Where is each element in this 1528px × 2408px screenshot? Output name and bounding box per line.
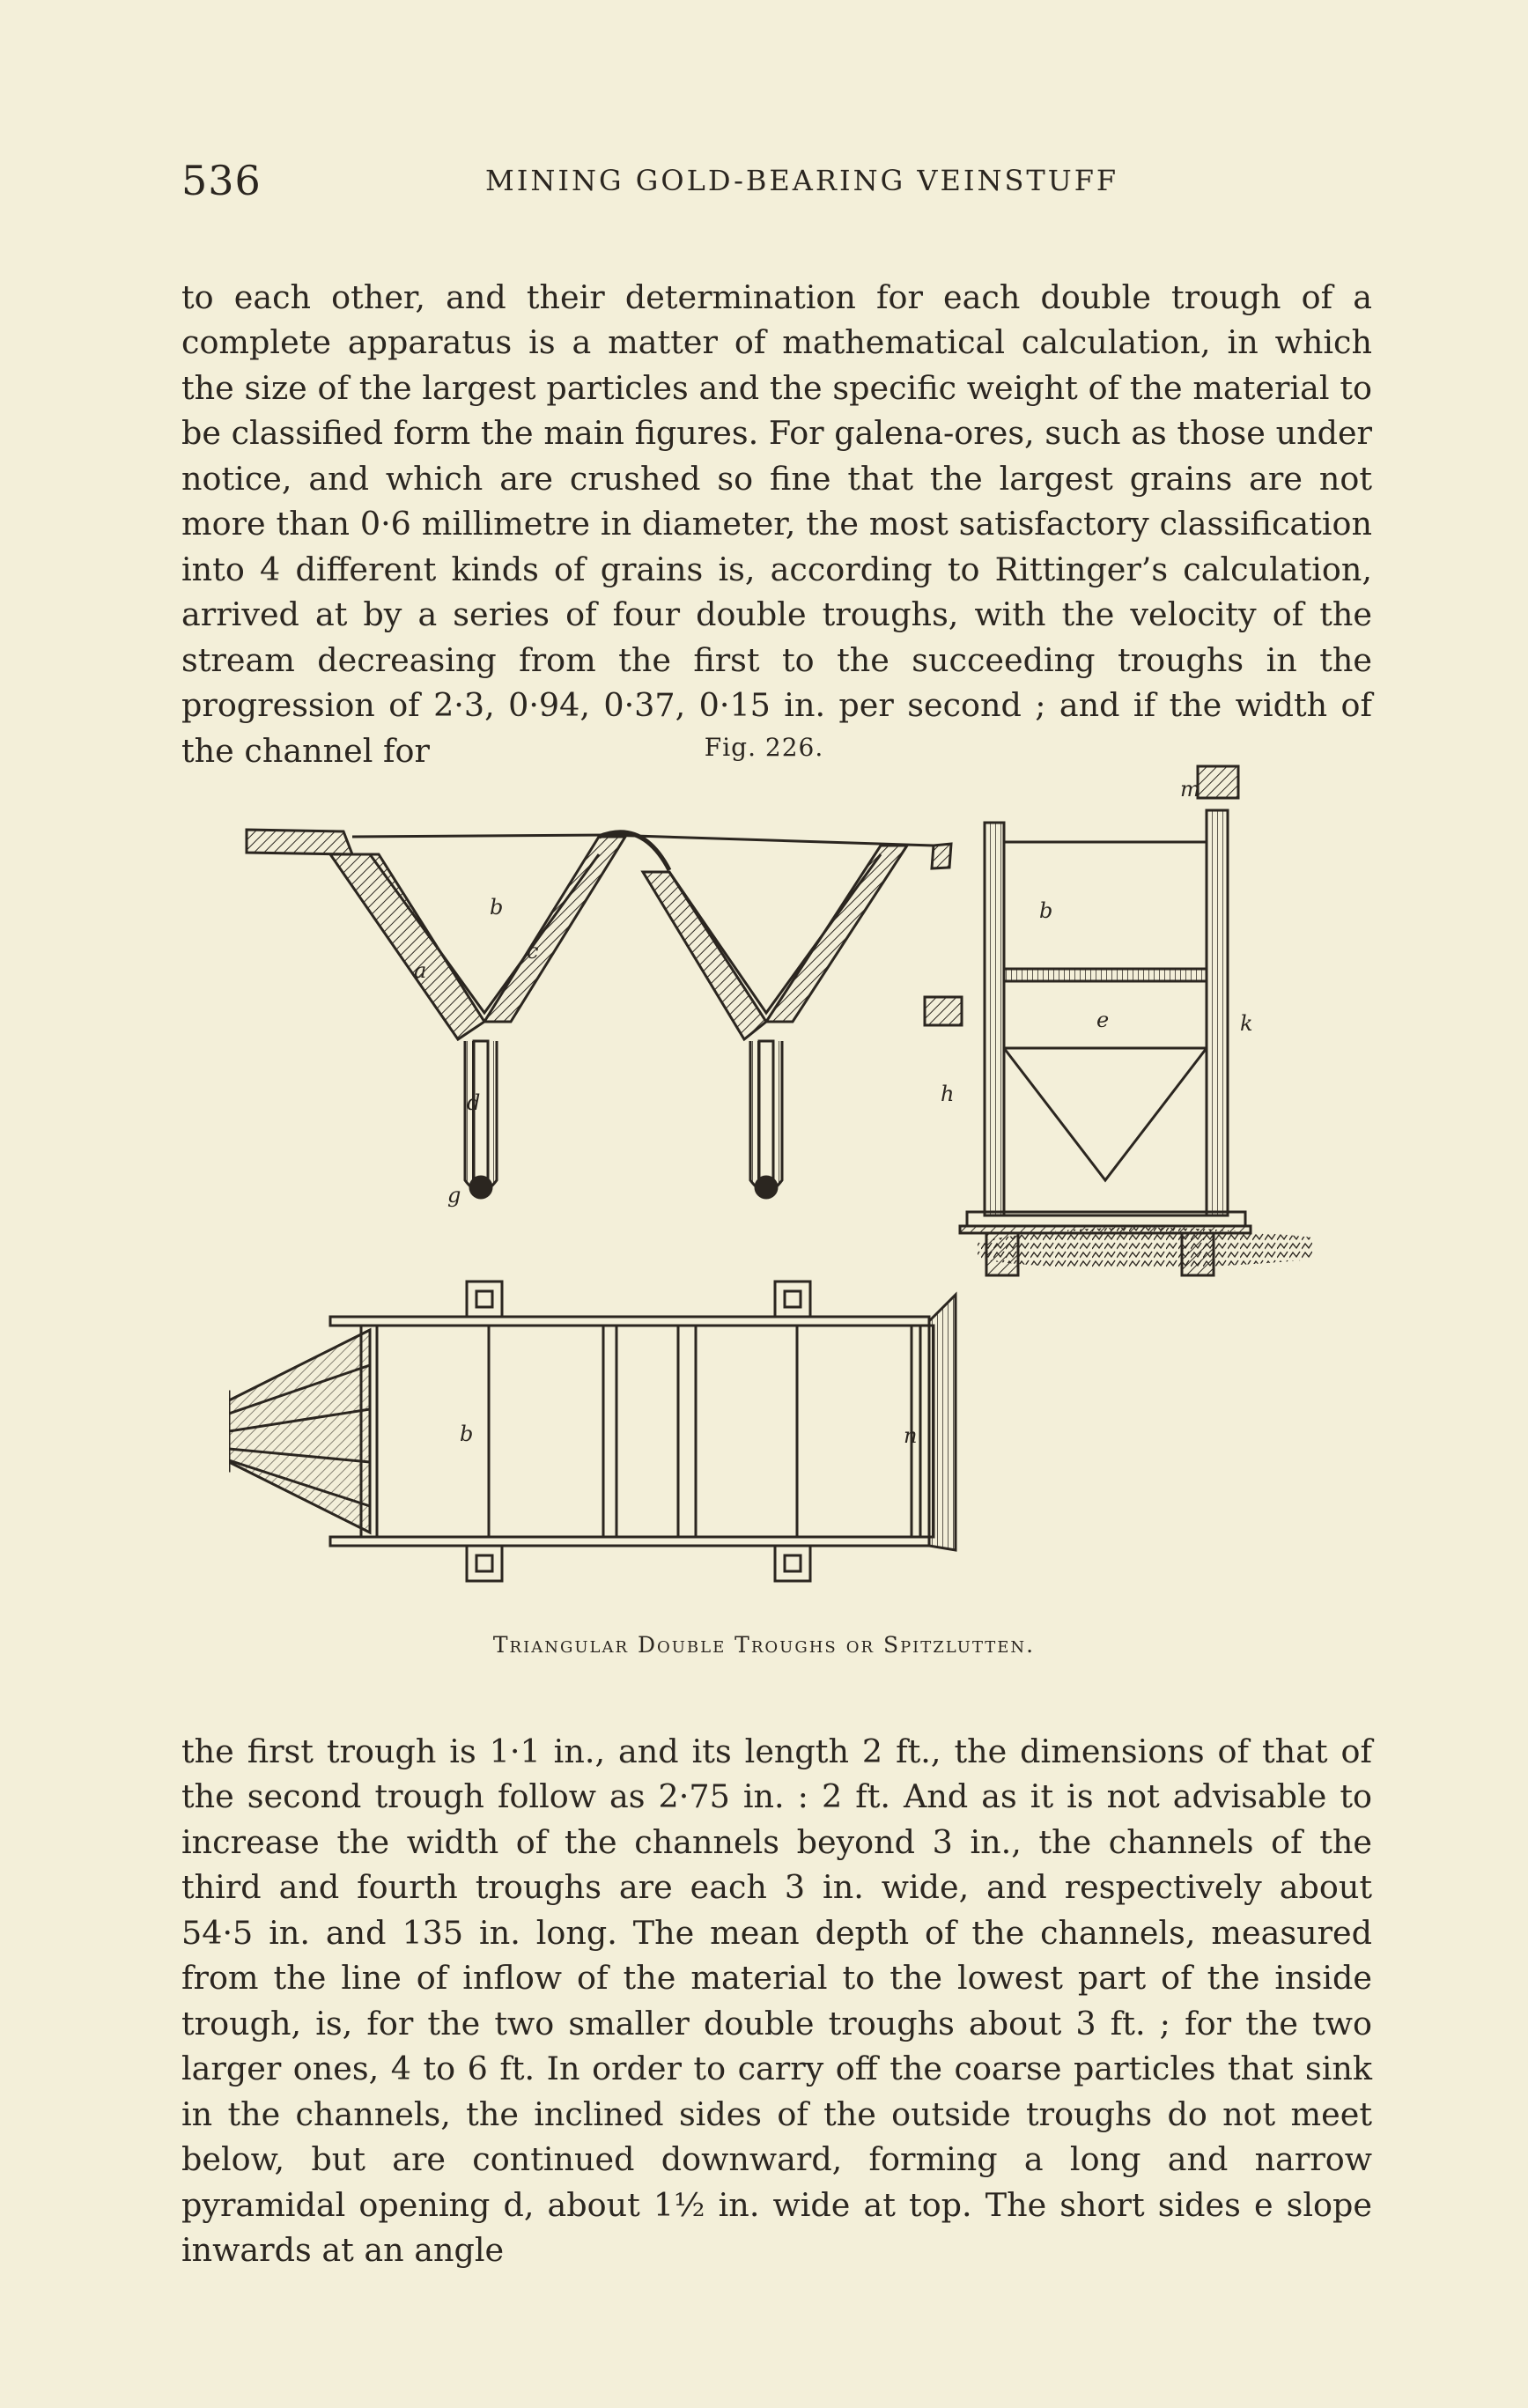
figure-caption: Triangular Double Troughs or Spitzlutten. xyxy=(492,1632,1036,1658)
label-n: n xyxy=(904,1423,918,1448)
running-title: MINING GOLD-BEARING VEINSTUFF xyxy=(485,164,1119,197)
label-g: g xyxy=(447,1183,461,1208)
spitzlutten-engraving xyxy=(229,757,1321,1629)
paragraph-bottom: the first trough is 1·1 in., and its length 2 ft., the dimensions of that of the second trough follow as 2·75 in. : 2 ft. And as it is not advisable to increase the width of the channels beyond 3 in., the channels of the third and fourth troughs are each 3 in. wide, and respectively about 54·5 in. and 135 in. long. The mean depth of the channels, measured from the line of inflow of the material to the lowest part of the inside trough, is, for the two smaller double troughs about 3 ft. ; for the two larger ones, 4 to 6 ft. In order to carry off the coarse particles that sink in the channels, the inclined sides of the outside troughs do not meet below, but are continued downward, forming a long and narrow pyramidal opening d, about 1½ in. wide at top. The short sides e slope inwards at an angle xyxy=(181,1732,1372,2269)
figure-226-drawing xyxy=(229,757,1321,1629)
label-a: a xyxy=(414,958,427,983)
label-d: d xyxy=(467,1090,481,1115)
label-e: e xyxy=(1096,1008,1110,1032)
cross-section-view xyxy=(247,830,951,1198)
label-c: c xyxy=(527,939,539,964)
plan-view xyxy=(229,1282,956,1581)
paragraph-top: to each other, and their determination for each double trough of a complete apparatus is a matter of mathematical calculation, in which the size of the largest particles and the specific weight of the material to be classified form the main figures. For galena-ores, such as those under notice, and which are crushed so fine that the largest grains are not more than 0·6 millimetre in diameter, the most satisfactory classification into 4 different kinds of grains is, according to Rittinger’s calculation, arrived at by a series of four double troughs, with the velocity of the stream decreasing from the first to the succeeding troughs in the progression of 2·3, 0·94, 0·37, 0·15 in. per second ; and if the width of the channel for xyxy=(181,277,1372,770)
figure-label: Fig. 226. xyxy=(704,733,824,762)
label-m: m xyxy=(1180,777,1200,801)
label-b-side: b xyxy=(1039,898,1053,923)
label-h: h xyxy=(941,1082,955,1106)
label-k: k xyxy=(1240,1011,1253,1036)
page-header xyxy=(181,157,1370,210)
side-elevation-view xyxy=(925,766,1312,1275)
page-number: 536 xyxy=(181,157,262,204)
label-b-plan: b xyxy=(460,1422,474,1446)
label-b: b xyxy=(490,895,504,920)
